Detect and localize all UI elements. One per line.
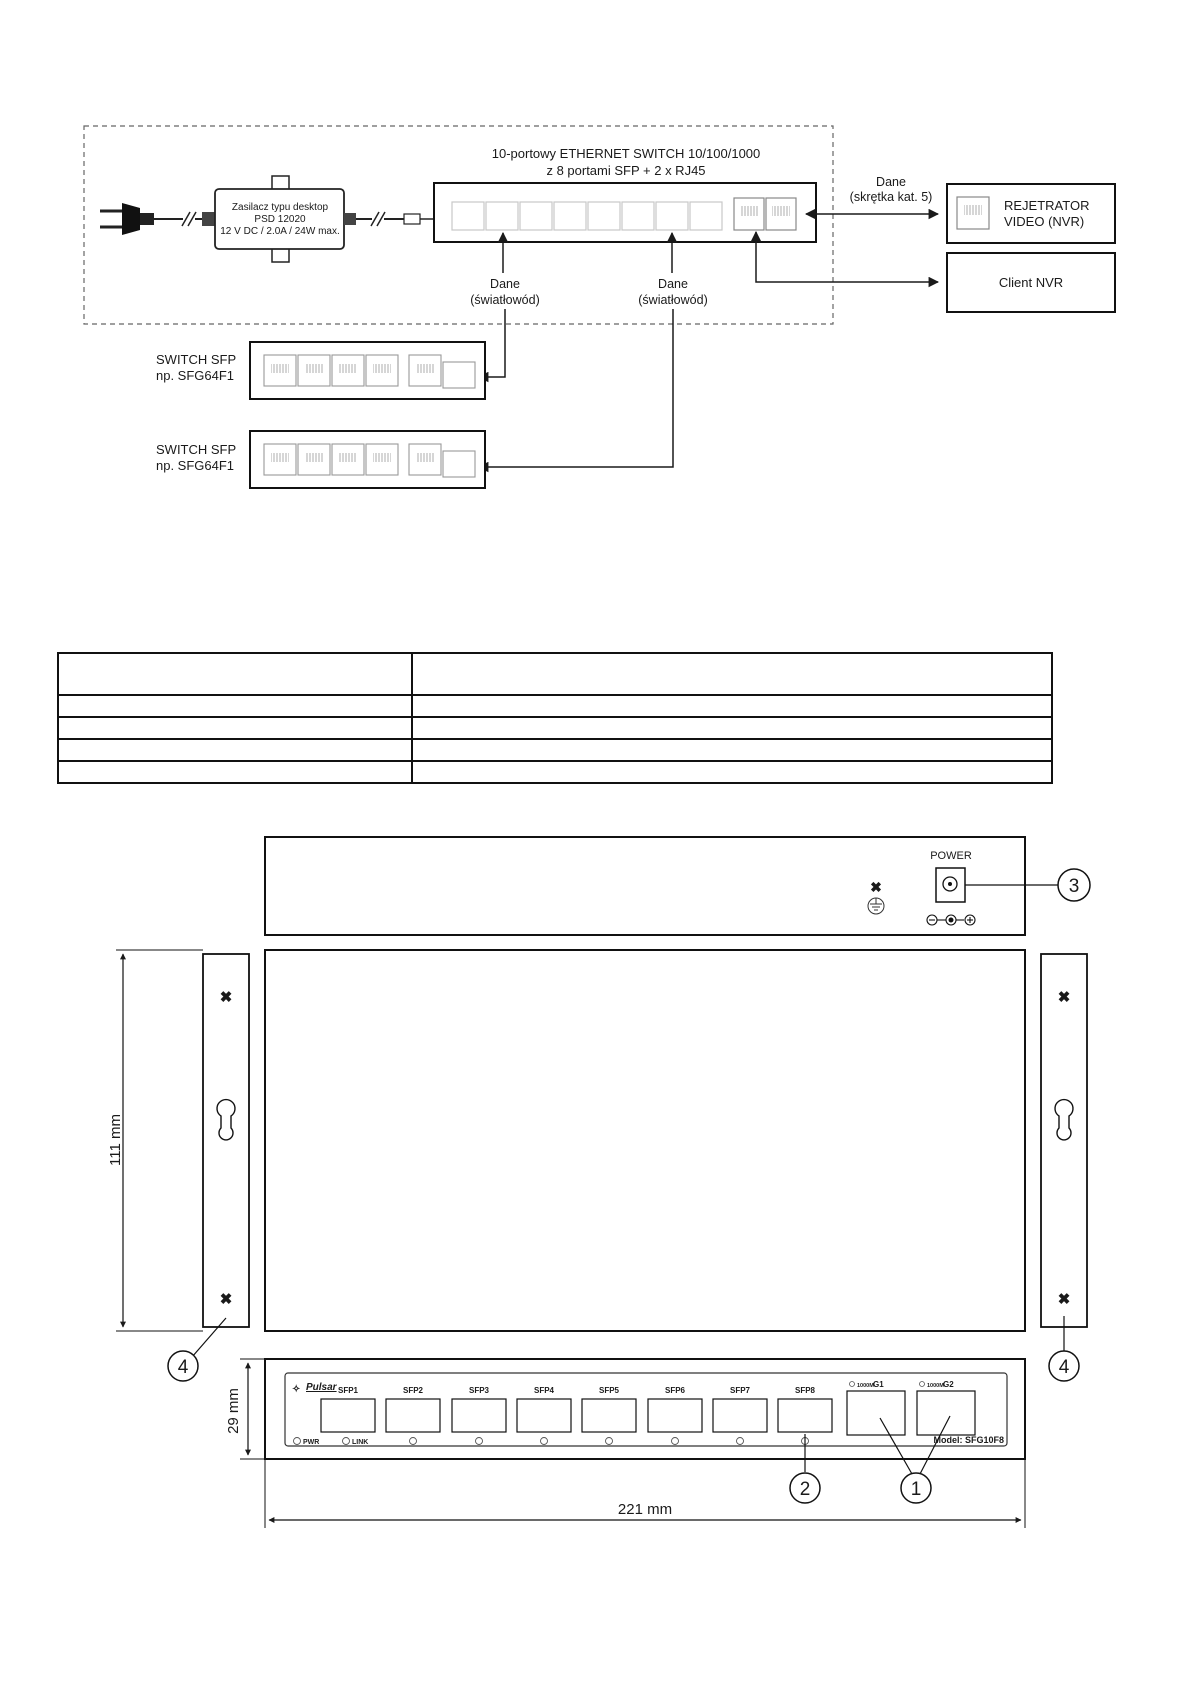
- sfp-slot: [520, 202, 552, 230]
- rear-panel: [265, 837, 1090, 935]
- pwr-led-icon: [294, 1438, 301, 1445]
- sfp-label-8: SFP8: [794, 1386, 816, 1395]
- led-icon: [737, 1438, 744, 1445]
- sfp-switch-2-line-1: SWITCH SFP: [156, 442, 237, 457]
- table-cell: [58, 717, 412, 739]
- table-cell: [412, 653, 1052, 695]
- front-rj45-port: [847, 1391, 905, 1435]
- mounting-bracket-right: [1041, 954, 1087, 1327]
- psu-line-3: 12 V DC / 2.0A / 24W max.: [220, 226, 340, 237]
- sfp-slot: [554, 202, 586, 230]
- table-cell: [58, 695, 412, 717]
- model: Model: SFG10F8: [933, 1435, 1004, 1445]
- top-connection-diagram: [84, 126, 1115, 488]
- sfp-slot: [690, 202, 722, 230]
- data-copper-1: Dane: [876, 175, 906, 189]
- front-sfp-slot: [778, 1399, 832, 1432]
- sfp-switch-1-line-2: np. SFG64F1: [156, 368, 235, 383]
- front-panel: [265, 1359, 1025, 1459]
- dim-width: 221 mm: [617, 1501, 673, 1518]
- sfp-switch-1: [156, 342, 485, 399]
- sfp-switch-2: [156, 431, 485, 488]
- dimension-height: [107, 950, 203, 1331]
- callout-4-left: 4: [177, 1357, 189, 1378]
- sfp-slot: [588, 202, 620, 230]
- sfp-slot: [452, 202, 484, 230]
- front-sfp-slot: [452, 1399, 506, 1432]
- mounting-bracket-left: [203, 954, 249, 1327]
- link-led-icon: [343, 1438, 350, 1445]
- speed-1: 1000M: [857, 1383, 874, 1389]
- fiber-2-down-arrow: [479, 309, 673, 467]
- front-sfp-slot: [648, 1399, 702, 1432]
- fiber-2-line-1: Dane: [658, 277, 688, 291]
- table-row: [58, 695, 1052, 717]
- led-icon: [541, 1438, 548, 1445]
- link-label: LINK: [352, 1439, 369, 1446]
- client-nvr: [947, 253, 1115, 312]
- table-row: [58, 739, 1052, 761]
- svg-text:✖: ✖: [870, 879, 882, 895]
- callout-1: 1: [910, 1479, 922, 1500]
- screw-icon: ✖: [1057, 989, 1071, 1006]
- power-label: POWER: [930, 850, 972, 862]
- dim-depth: 29 mm: [225, 1388, 242, 1434]
- table-cell: [58, 653, 412, 695]
- spec-table: [57, 652, 1053, 784]
- table-cell: [412, 761, 1052, 783]
- pwr-label: PWR: [303, 1439, 320, 1446]
- callout-3: 3: [1068, 876, 1080, 897]
- led-icon: [606, 1438, 613, 1445]
- sfp-switch-1-line-1: SWITCH SFP: [156, 352, 237, 367]
- fiber-2-line-2: (światłowód): [638, 293, 708, 307]
- dimension-depth: [225, 1359, 265, 1459]
- nvr-recorder: [947, 184, 1115, 243]
- screw-icon: ✖: [219, 989, 233, 1006]
- table-header-row: [58, 653, 1052, 695]
- fiber-1-line-2: (światłowód): [470, 293, 540, 307]
- g2-label: G2: [943, 1380, 954, 1389]
- table-row: [58, 717, 1052, 739]
- client-nvr-label: Client NVR: [998, 275, 1064, 290]
- front-sfp-slot: [582, 1399, 636, 1432]
- table-cell: [412, 695, 1052, 717]
- table-row: [58, 761, 1052, 783]
- sfp-label-3: SFP3: [468, 1386, 490, 1395]
- callout-4-right: 4: [1058, 1357, 1070, 1378]
- sfp-label-2: SFP2: [402, 1386, 424, 1395]
- table-cell: [412, 717, 1052, 739]
- fiber-1-line-1: Dane: [490, 277, 520, 291]
- polarity-icon: [927, 915, 975, 925]
- main-switch: [434, 146, 816, 242]
- table-cell: [412, 739, 1052, 761]
- nvr-line-1: REJETRATOR: [1004, 198, 1090, 213]
- sfp-label-5: SFP5: [598, 1386, 620, 1395]
- sfp-label-7: SFP7: [729, 1386, 751, 1395]
- front-rj45-port: [917, 1391, 975, 1435]
- screw-icon: ✖: [1057, 1291, 1071, 1308]
- nvr-line-2: VIDEO (NVR): [1004, 214, 1085, 229]
- screw-icon: ✖: [219, 1291, 233, 1308]
- front-sfp-slot: [713, 1399, 767, 1432]
- led-icon: [476, 1438, 483, 1445]
- front-sfp-slot: [321, 1399, 375, 1432]
- sfp-label-1: SFP1: [337, 1386, 359, 1395]
- dc-cable: [344, 212, 434, 226]
- g1-label: G1: [873, 1380, 884, 1389]
- device-top-view: [265, 950, 1025, 1331]
- table-cell: [58, 739, 412, 761]
- sfp-label-6: SFP6: [664, 1386, 686, 1395]
- sfp-slot: [656, 202, 688, 230]
- speed-2: 1000M: [927, 1383, 944, 1389]
- front-sfp-slot: [517, 1399, 571, 1432]
- mains-cable: [154, 212, 215, 226]
- sfp-switch-2-line-2: np. SFG64F1: [156, 458, 235, 473]
- dim-height: 111 mm: [107, 1114, 124, 1166]
- sfp-slot: [486, 202, 518, 230]
- brand-star-icon: ✧: [292, 1384, 301, 1395]
- brand: Pulsar: [306, 1382, 337, 1393]
- device-drawing: [107, 837, 1090, 1528]
- data-copper-2: (skrętka kat. 5): [849, 190, 933, 204]
- sfp-label-4: SFP4: [533, 1386, 555, 1395]
- table-cell: [58, 761, 412, 783]
- switch-title-2: z 8 portami SFP + 2 x RJ45: [546, 163, 706, 178]
- power-supply: [215, 176, 344, 262]
- front-sfp-slot: [386, 1399, 440, 1432]
- callout-2: 2: [799, 1479, 811, 1500]
- sfp-slot: [622, 202, 654, 230]
- led-icon: [672, 1438, 679, 1445]
- power-plug-icon: [100, 203, 154, 235]
- psu-line-2: PSD 12020: [254, 214, 306, 225]
- psu-line-1: Zasilacz typu desktop: [231, 202, 329, 213]
- led-icon: [410, 1438, 417, 1445]
- switch-title-1: 10-portowy ETHERNET SWITCH 10/100/1000: [491, 146, 761, 161]
